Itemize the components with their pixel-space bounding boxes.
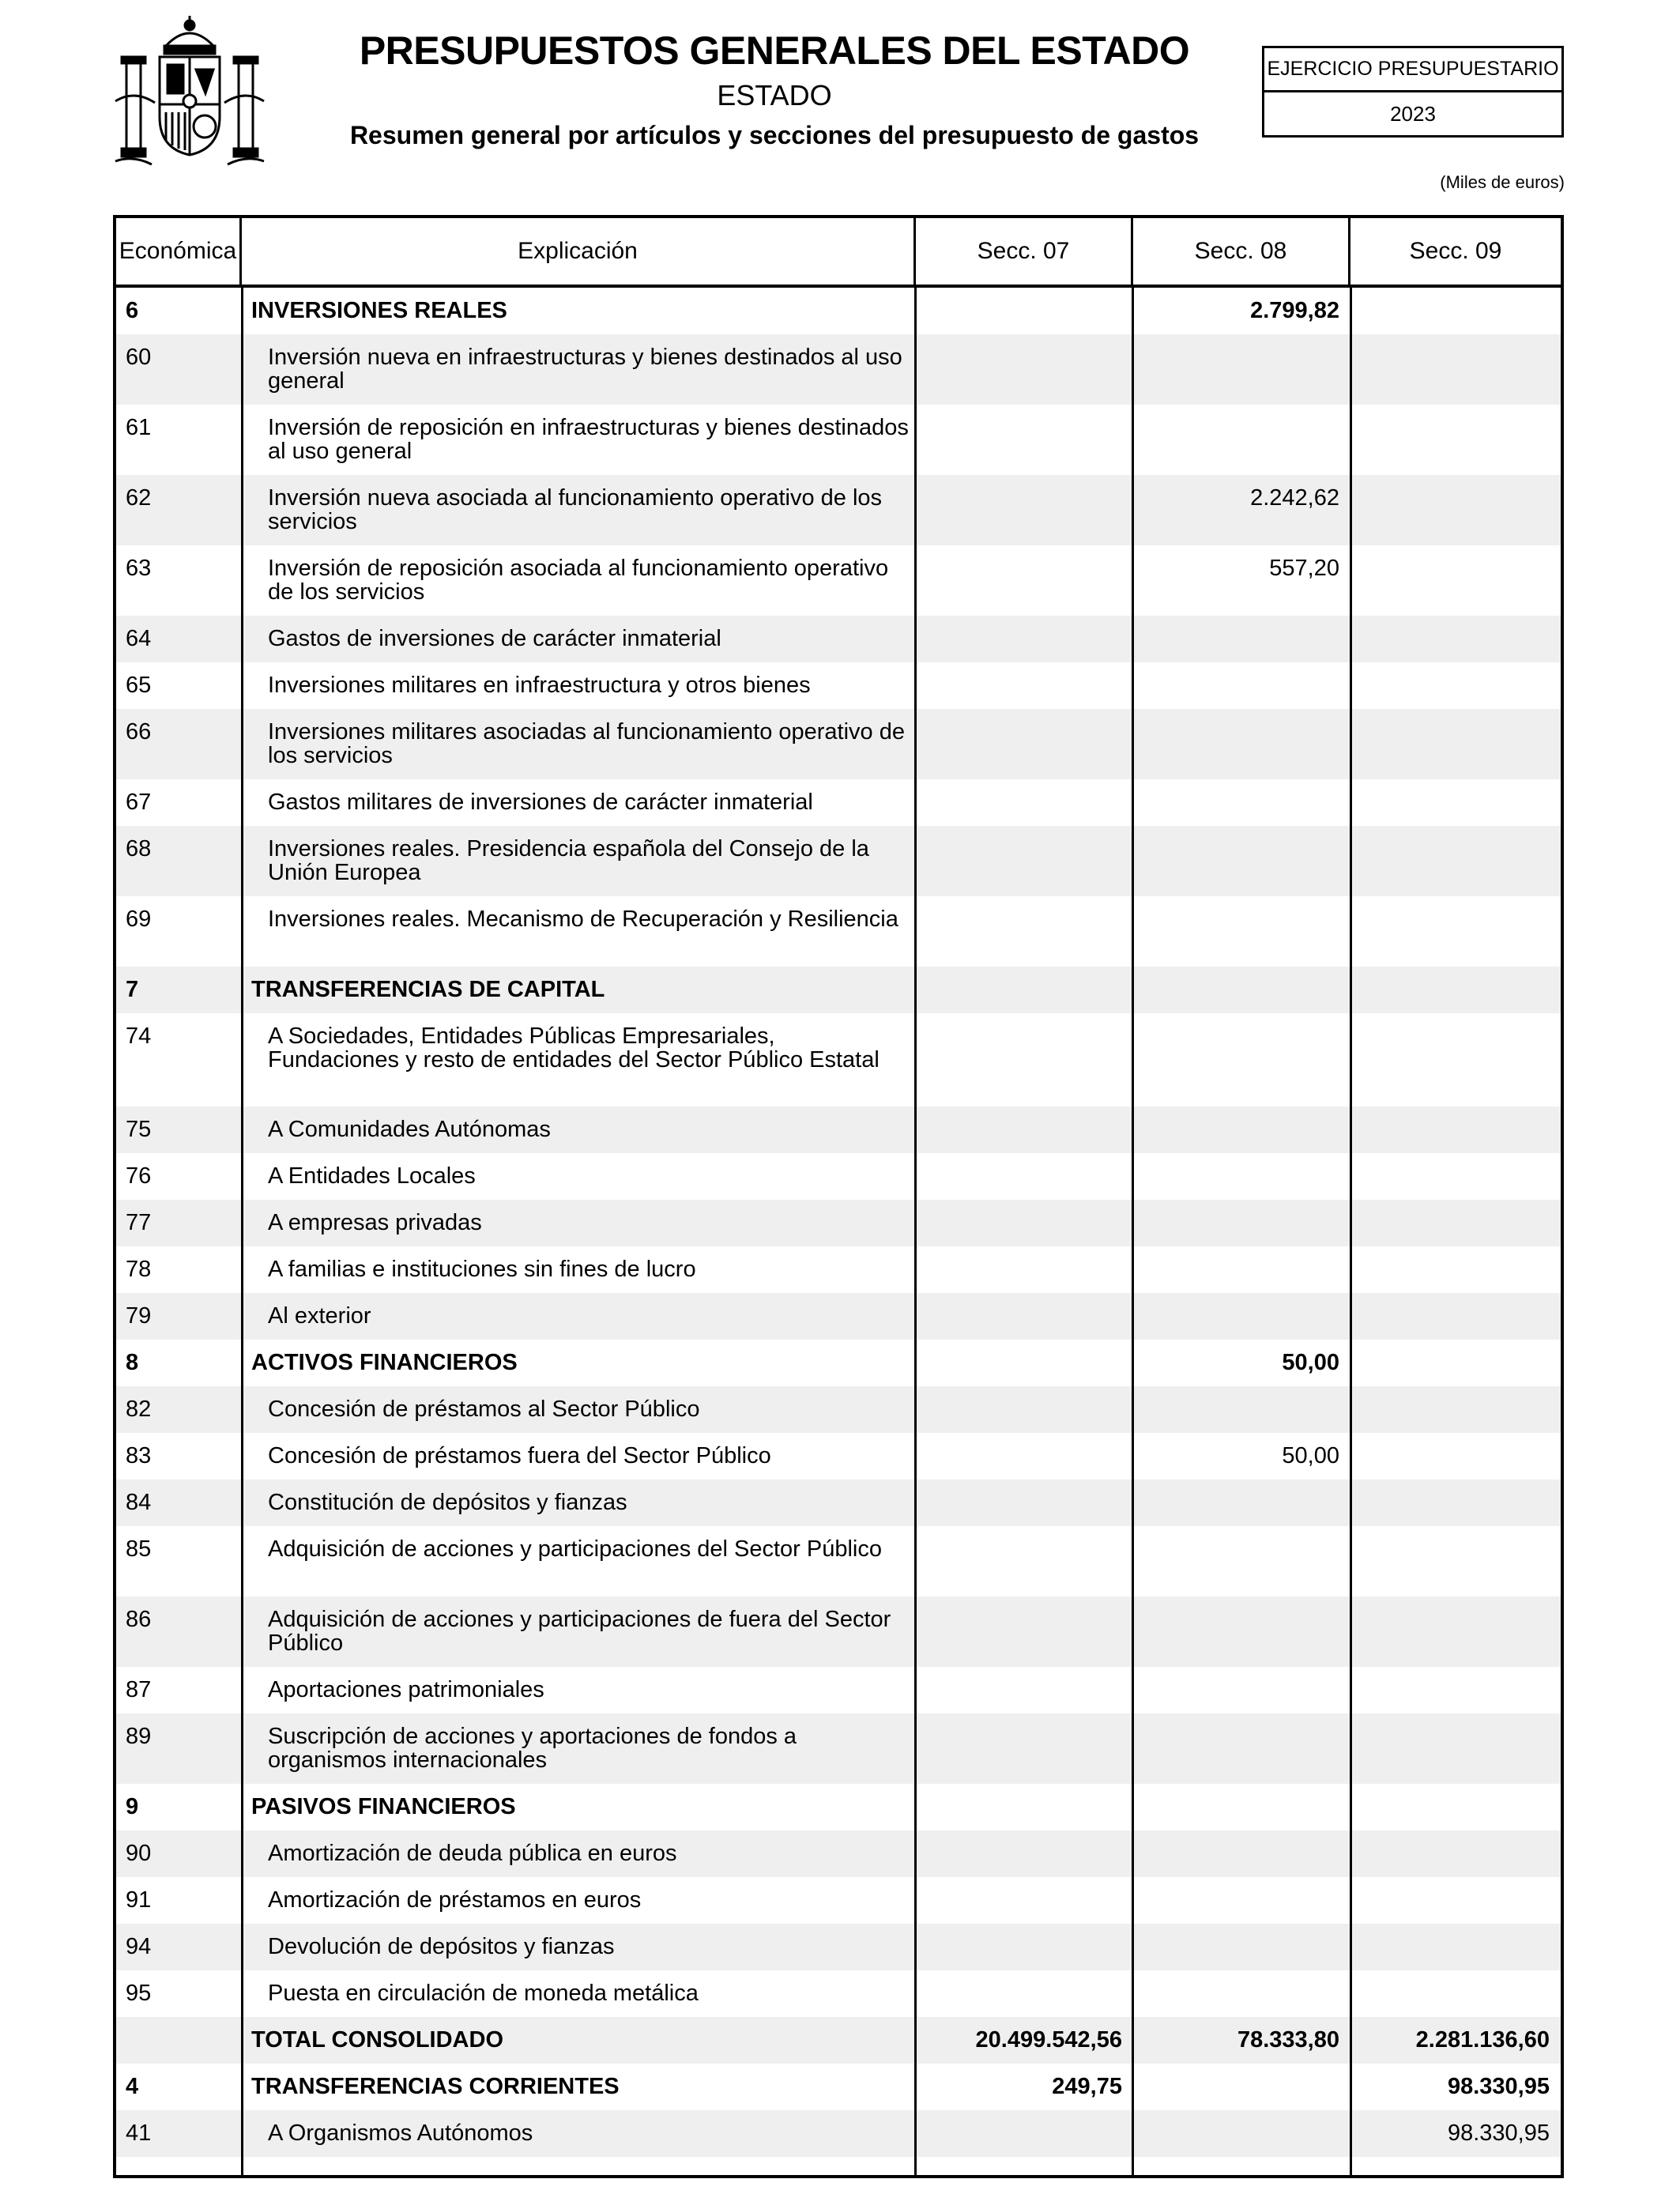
table-row (116, 1293, 1561, 1340)
economic-code-cell: 85 (126, 1536, 152, 1562)
explanation-cell: Inversión nueva en infraestructuras y bienes destinados al uso general (268, 345, 902, 394)
secc07-value-cell (916, 967, 1133, 1013)
secc07-value-cell: 20.499.542,56 (975, 2027, 1122, 2053)
secc09-value-cell (1350, 1713, 1561, 1784)
explanation-cell: Inversiones militares en infraestructura y otros bienes (268, 673, 811, 698)
secc07-value-cell (916, 1970, 1133, 2017)
economic-code-cell: 86 (126, 1607, 152, 1632)
economic-code-cell: 84 (126, 1490, 152, 1515)
explanation-cell: Adquisición de acciones y participaciones de fuera del Sector Público (268, 1607, 891, 1656)
secc09-value-cell: 98.330,95 (1447, 2120, 1550, 2146)
explanation-cell: Gastos de inversiones de carácter inmaterial (268, 626, 721, 651)
col-header-economica: Económica (116, 218, 242, 285)
secc08-value-cell (1133, 709, 1350, 779)
secc08-value-cell (1133, 1293, 1350, 1340)
secc07-value-cell (916, 1526, 1133, 1596)
secc09-value-cell (1350, 967, 1561, 1013)
explanation-cell: A Sociedades, Entidades Públicas Empresariales, Fundaciones y resto de entidades del Sector Público Estatal (268, 1023, 880, 1072)
economic-code-cell: 8 (126, 1350, 139, 1375)
table-body (116, 288, 1561, 2178)
secc09-value-cell (1350, 1924, 1561, 1970)
explanation-cell: PASIVOS FINANCIEROS (251, 1794, 516, 1819)
column-divider (241, 288, 243, 2178)
explanation-cell: ACTIVOS FINANCIEROS (251, 1350, 518, 1375)
table-row (116, 545, 1561, 616)
secc09-value-cell (1350, 1480, 1561, 1526)
col-header-secc08: Secc. 08 (1133, 218, 1350, 285)
table-row (116, 1200, 1561, 1246)
explanation-cell: Adquisición de acciones y participaciones del Sector Público (268, 1536, 882, 1562)
secc09-value-cell (1350, 1526, 1561, 1596)
explanation-cell: Inversión nueva asociada al funcionamiento operativo de los servicios (268, 485, 883, 534)
explanation-cell: Inversiones reales. Presidencia española del Consejo de la Unión Europea (268, 836, 869, 885)
table-row (116, 1153, 1561, 1200)
explanation-cell: Al exterior (268, 1303, 371, 1329)
column-divider (914, 288, 917, 2178)
explanation-cell: Aportaciones patrimoniales (268, 1677, 544, 1702)
secc08-value-cell (1133, 1784, 1350, 1830)
secc08-value-cell (1133, 1013, 1350, 1106)
secc08-value-cell (1133, 2064, 1350, 2110)
economic-code-cell: 7 (126, 977, 139, 1002)
explanation-cell: Inversión de reposición en infraestructuras y bienes destinados al uso general (268, 415, 909, 464)
table-row (116, 1830, 1561, 1877)
secc09-value-cell (1350, 662, 1561, 709)
explanation-cell: Gastos militares de inversiones de carácter inmaterial (268, 790, 813, 815)
explanation-cell: TOTAL CONSOLIDADO (251, 2027, 503, 2053)
secc08-value-cell (1133, 662, 1350, 709)
secc07-value-cell (916, 1386, 1133, 1433)
explanation-cell: Constitución de depósitos y fianzas (268, 1490, 627, 1515)
secc09-value-cell (1350, 1667, 1561, 1713)
table-row (116, 779, 1561, 826)
secc07-value-cell (916, 1246, 1133, 1293)
table-row (116, 709, 1561, 779)
secc08-value-cell (1133, 1667, 1350, 1713)
secc07-value-cell (916, 1596, 1133, 1667)
table-row (116, 1433, 1561, 1480)
economic-code-cell: 67 (126, 790, 152, 815)
secc07-value-cell (916, 1106, 1133, 1153)
secc09-value-cell (1350, 1246, 1561, 1293)
table-row (116, 405, 1561, 475)
secc07-value-cell (916, 1667, 1133, 1713)
budget-table (113, 215, 1564, 2178)
budget-year-label: EJERCICIO PRESUPUESTARIO (1264, 48, 1561, 92)
explanation-cell: INVERSIONES REALES (251, 298, 507, 323)
page-description: Resumen general por artículos y secciones del presupuesto de gastos (349, 121, 1200, 149)
economic-code-cell: 78 (126, 1257, 152, 1282)
secc09-value-cell (1350, 1200, 1561, 1246)
economic-code-cell: 41 (126, 2120, 152, 2146)
economic-code-cell: 89 (126, 1724, 152, 1749)
secc07-value-cell (916, 616, 1133, 662)
secc08-value-cell (1133, 967, 1350, 1013)
table-row (116, 1877, 1561, 1924)
header-title-block (300, 28, 1249, 150)
secc07-value-cell (916, 334, 1133, 405)
table-row (116, 1596, 1561, 1667)
secc09-value-cell (1350, 826, 1561, 896)
secc07-value-cell: 249,75 (1052, 2074, 1122, 2099)
economic-code-cell: 63 (126, 556, 152, 581)
economic-code-cell: 94 (126, 1934, 152, 1959)
secc08-value-cell: 50,00 (1282, 1350, 1339, 1375)
secc08-value-cell (1133, 1246, 1350, 1293)
secc09-value-cell (1350, 1293, 1561, 1340)
secc08-value-cell (1133, 1713, 1350, 1784)
economic-code-cell: 60 (126, 345, 152, 370)
secc07-value-cell (916, 826, 1133, 896)
secc07-value-cell (916, 1713, 1133, 1784)
secc07-value-cell (916, 1340, 1133, 1386)
budget-year-value: 2023 (1390, 101, 1436, 126)
secc07-value-cell (916, 405, 1133, 475)
table-row (116, 616, 1561, 662)
secc07-value-cell (916, 1877, 1133, 1924)
table-row (116, 896, 1561, 967)
units-note: (Miles de euros) (1440, 172, 1565, 192)
explanation-cell: Puesta en circulación de moneda metálica (268, 1981, 699, 2006)
col-header-explicacion: Explicación (242, 218, 916, 285)
explanation-cell: Inversiones militares asociadas al funcionamiento operativo de los servicios (268, 719, 905, 768)
secc09-value-cell (1350, 1784, 1561, 1830)
table-row (116, 1013, 1561, 1106)
secc09-value-cell: 98.330,95 (1447, 2074, 1550, 2099)
secc09-value-cell (1350, 1596, 1561, 1667)
secc08-value-cell: 78.333,80 (1237, 2027, 1339, 2053)
secc09-value-cell (1350, 896, 1561, 967)
secc08-value-cell (1133, 826, 1350, 896)
table-row (116, 1924, 1561, 1970)
secc09-value-cell (1350, 405, 1561, 475)
secc09-value-cell: 2.281.136,60 (1415, 2027, 1550, 2053)
secc07-value-cell (916, 1153, 1133, 1200)
secc07-value-cell (916, 1924, 1133, 1970)
secc08-value-cell: 2.242,62 (1250, 485, 1339, 511)
secc08-value-cell (1133, 1106, 1350, 1153)
economic-code-cell: 95 (126, 1981, 152, 2006)
col-header-secc07: Secc. 07 (916, 218, 1133, 285)
secc07-value-cell (916, 1784, 1133, 1830)
economic-code-cell: 4 (126, 2074, 139, 2099)
explanation-cell: Amortización de préstamos en euros (268, 1887, 642, 1913)
secc09-value-cell (1350, 1386, 1561, 1433)
secc09-value-cell (1350, 616, 1561, 662)
secc08-value-cell (1133, 1924, 1350, 1970)
secc07-value-cell (916, 1013, 1133, 1106)
secc09-value-cell (1350, 1106, 1561, 1153)
table-row (116, 2064, 1561, 2110)
explanation-cell: Inversión de reposición asociada al funcionamiento operativo de los servicios (268, 556, 889, 605)
table-row (116, 2017, 1561, 2064)
explanation-cell: TRANSFERENCIAS DE CAPITAL (251, 977, 605, 1002)
table-row (116, 1386, 1561, 1433)
secc08-value-cell (1133, 334, 1350, 405)
table-row (116, 967, 1561, 1013)
secc07-value-cell (916, 662, 1133, 709)
secc08-value-cell (1133, 896, 1350, 967)
secc08-value-cell: 50,00 (1282, 1443, 1339, 1468)
explanation-cell: Inversiones reales. Mecanismo de Recuperación y Resiliencia (268, 907, 898, 932)
secc08-value-cell (1133, 1200, 1350, 1246)
table-rows (116, 288, 1561, 2157)
table-row (116, 1106, 1561, 1153)
secc08-value-cell (1133, 1877, 1350, 1924)
table-row (116, 1246, 1561, 1293)
explanation-cell: Amortización de deuda pública en euros (268, 1841, 677, 1866)
economic-code-cell: 87 (126, 1677, 152, 1702)
secc09-value-cell (1350, 288, 1561, 334)
secc08-value-cell (1133, 2110, 1350, 2157)
table-row (116, 1526, 1561, 1596)
table-row (116, 334, 1561, 405)
secc09-value-cell (1350, 334, 1561, 405)
secc09-value-cell (1350, 545, 1561, 616)
explanation-cell: A Entidades Locales (268, 1163, 476, 1189)
secc08-value-cell (1133, 1480, 1350, 1526)
secc07-value-cell (916, 1480, 1133, 1526)
secc08-value-cell (1133, 1830, 1350, 1877)
column-divider (1350, 288, 1352, 2178)
page-subtitle: ESTADO (717, 79, 832, 111)
table-row (116, 288, 1561, 334)
table-row (116, 1340, 1561, 1386)
economic-code-cell: 91 (126, 1887, 152, 1913)
table-row (116, 1480, 1561, 1526)
explanation-cell: Suscripción de acciones y aportaciones de fondos a organismos internacionales (268, 1724, 797, 1773)
explanation-cell: Devolución de depósitos y fianzas (268, 1934, 615, 1959)
secc09-value-cell (1350, 1433, 1561, 1480)
explanation-cell: Concesión de préstamos fuera del Sector Público (268, 1443, 771, 1468)
secc09-value-cell (1350, 1153, 1561, 1200)
secc08-value-cell (1133, 1386, 1350, 1433)
secc08-value-cell (1133, 405, 1350, 475)
explanation-cell: A Organismos Autónomos (268, 2120, 533, 2146)
economic-code-cell: 90 (126, 1841, 152, 1866)
economic-code-cell: 76 (126, 1163, 152, 1189)
secc08-value-cell: 2.799,82 (1250, 298, 1339, 323)
economic-code-cell: 9 (126, 1794, 139, 1819)
secc09-value-cell (1350, 1970, 1561, 2017)
table-row (116, 475, 1561, 545)
table-header (116, 218, 1561, 288)
table-row (116, 1784, 1561, 1830)
table-row (116, 1667, 1561, 1713)
table-row (116, 662, 1561, 709)
coat-of-arms-spain-icon (111, 14, 269, 172)
economic-code-cell: 82 (126, 1397, 152, 1422)
secc09-value-cell (1350, 779, 1561, 826)
economic-code-cell: 79 (126, 1303, 152, 1329)
secc07-value-cell (916, 545, 1133, 616)
secc07-value-cell (916, 709, 1133, 779)
secc09-value-cell (1350, 475, 1561, 545)
budget-year-box (1262, 46, 1564, 138)
secc07-value-cell (916, 896, 1133, 967)
secc08-value-cell (1133, 1526, 1350, 1596)
secc09-value-cell (1350, 1877, 1561, 1924)
secc09-value-cell (1350, 1013, 1561, 1106)
page-title: PRESUPUESTOS GENERALES DEL ESTADO (359, 28, 1190, 73)
secc07-value-cell (916, 1293, 1133, 1340)
economic-code-cell: 77 (126, 1210, 152, 1235)
table-row (116, 826, 1561, 896)
secc07-value-cell (916, 1200, 1133, 1246)
table-row (116, 2110, 1561, 2157)
economic-code-cell (116, 2017, 242, 2064)
secc08-value-cell (1133, 779, 1350, 826)
table-row (116, 1970, 1561, 2017)
explanation-cell: Concesión de préstamos al Sector Público (268, 1397, 700, 1422)
economic-code-cell: 66 (126, 719, 152, 745)
col-header-secc09: Secc. 09 (1409, 238, 1502, 264)
secc07-value-cell (916, 475, 1133, 545)
economic-code-cell: 64 (126, 626, 152, 651)
secc09-value-cell (1350, 709, 1561, 779)
secc09-value-cell (1350, 1340, 1561, 1386)
explanation-cell: A empresas privadas (268, 1210, 482, 1235)
secc08-value-cell (1133, 616, 1350, 662)
economic-code-cell: 68 (126, 836, 152, 861)
secc07-value-cell (916, 1433, 1133, 1480)
secc09-value-cell (1350, 1830, 1561, 1877)
economic-code-cell: 6 (126, 298, 139, 323)
secc07-value-cell (916, 288, 1133, 334)
economic-code-cell: 65 (126, 673, 152, 698)
secc07-value-cell (916, 2110, 1133, 2157)
economic-code-cell: 74 (126, 1023, 152, 1049)
explanation-cell: A Comunidades Autónomas (268, 1117, 551, 1142)
economic-code-cell: 83 (126, 1443, 152, 1468)
economic-code-cell: 75 (126, 1117, 152, 1142)
secc07-value-cell (916, 779, 1133, 826)
secc07-value-cell (916, 1830, 1133, 1877)
economic-code-cell: 69 (126, 907, 152, 932)
secc08-value-cell (1133, 1970, 1350, 2017)
secc08-value-cell: 557,20 (1269, 556, 1339, 581)
table-row (116, 1713, 1561, 1784)
column-divider (1132, 288, 1134, 2178)
secc08-value-cell (1133, 1153, 1350, 1200)
economic-code-cell: 62 (126, 485, 152, 511)
economic-code-cell: 61 (126, 415, 152, 440)
secc08-value-cell (1133, 1596, 1350, 1667)
explanation-cell: TRANSFERENCIAS CORRIENTES (251, 2074, 620, 2099)
explanation-cell: A familias e instituciones sin fines de lucro (268, 1257, 696, 1282)
